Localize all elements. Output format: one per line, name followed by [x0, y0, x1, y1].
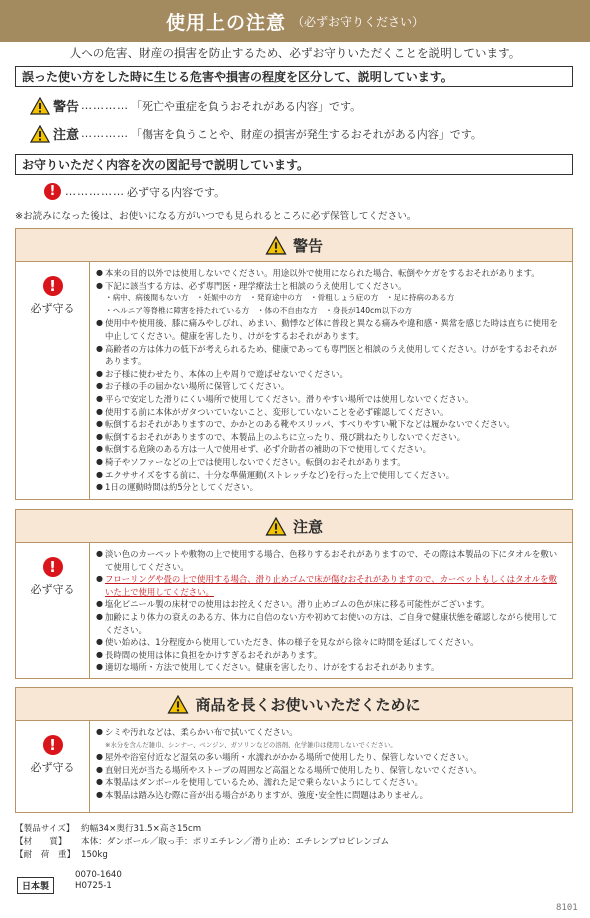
list-item: ● 下記に該当する方は、必ず専門医・理学療法士と相談のうえ使用してください。 — [96, 280, 562, 293]
list-item: ● 適切な場所・方法で使用してください。健康を害したり、けがをするおそれがあります。 — [96, 661, 562, 674]
spec-value: 約幅34×奥行31.5×高さ15cm — [81, 824, 202, 834]
warning-panel-title: 警告 — [292, 236, 323, 255]
warning-panel-header — [16, 229, 572, 262]
red-underlined-text: フローリングや畳の上で使用する場合、滑り止めゴムで床が傷むおそれがありますので、カーペットもしくはタオルを敷いた上で使用してください。 — [105, 574, 557, 597]
product-code: H0725-1 — [75, 881, 112, 891]
list-item: ● 淡い色のカーペットや敷物の上で使用する場合、色移りするおそれがありますので、その際は本製品の下にタオルを敷いて使用してください。 — [96, 548, 562, 573]
must-row — [44, 183, 225, 200]
list-item: ● 椅子やソファーなどの上では使用しないでください。転倒のおそれがあります。 — [96, 456, 562, 469]
list-item: ● 加齢により体力の衰えのある方、体力に自信のない方や初めてお使いの方は、ご自身で健康状態を確認しながら使用してください。 — [96, 611, 562, 636]
must-text: 必ず守る内容です。 — [127, 185, 226, 199]
product-codes — [75, 870, 122, 892]
section1-heading: 誤った使い方をした時に生じる危害や損害の程度を区分して、説明しています。 — [15, 66, 573, 87]
spec-value: 150kg — [81, 850, 108, 860]
must-dots: …………… — [65, 185, 125, 198]
caution-triangle-icon — [265, 517, 287, 536]
list-item: ● お子様に使わせたり、本体の上や周りで遊ばせないでください。 — [96, 368, 562, 381]
caution-panel-title: 注意 — [292, 517, 323, 536]
list-item: ● 高齢者の方は体力の低下が考えられるため、健康であっても専門医と相談のうえ使用してください。けがをするおそれがあります。 — [96, 343, 562, 368]
spec-row — [15, 823, 389, 836]
level-warning-row — [30, 96, 361, 115]
level-caution-dots: ………… — [81, 127, 130, 140]
care-panel-body — [90, 721, 572, 813]
page-title: 使用上の注意 — [165, 11, 286, 34]
level-caution-text: 「傷害を負うことや、財産の損害が発生するおそれがある内容」です。 — [131, 127, 482, 141]
warning-panel — [15, 228, 573, 500]
storage-note: ※お読みになった後は、お使いになる方がいつでも見られるところに必ず保管してください。 — [15, 211, 417, 222]
caution-panel-header — [16, 510, 572, 543]
list-item: ● お子様の手の届かない場所に保管してください。 — [96, 380, 562, 393]
caution-panel — [15, 509, 573, 679]
list-item: ● 使用する前に本体がガタついていないこと、変形していないことを必ず確認してください。 — [96, 406, 562, 419]
warning-triangle-icon — [30, 97, 50, 115]
spec-key: 【耐 荷 重】 — [15, 850, 76, 860]
mandatory-exclamation-icon: ! — [43, 557, 63, 577]
warning-must-label: 必ず守る — [30, 302, 75, 315]
list-subitem: ・病中、病後間もない方 ・妊娠中の方 ・発育途中の方 ・骨粗しょう症の方 ・足に持病のある方 — [105, 293, 455, 303]
level-warning-text: 「死亡や重症を負うおそれがある内容」です。 — [131, 99, 362, 113]
list-item: ● 屋外や浴室付近など湿気の多い場所・水濡れがかかる場所で使用したり、保管しないでください。 — [96, 751, 562, 764]
level-caution-row — [30, 124, 482, 143]
spec-value: 本体：ダンボール／取っ手：ポリエチレン／滑り止め：エチレンプロピレンゴム — [81, 837, 390, 847]
page-subtitle: （必ずお守りください） — [292, 14, 425, 29]
care-must-label: 必ず守る — [30, 761, 75, 774]
warning-panel-body — [90, 262, 572, 500]
list-item: ● 転倒するおそれがありますので、かかとのある靴やスリッパ、すべりやすい靴下などは履かないでください。 — [96, 418, 562, 431]
list-item: ● 本製品はダンボールを使用しているため、濡れた足で乗らないようにしてください。 — [96, 776, 562, 789]
care-panel-title: 商品を長くお使いいただくために — [195, 695, 421, 714]
product-specs — [15, 823, 389, 862]
warning-panel-left — [16, 262, 90, 500]
spec-key: 【材 質】 — [15, 837, 67, 847]
care-panel-left — [16, 721, 90, 813]
caution-panel-body — [90, 543, 572, 679]
caution-triangle-icon — [30, 125, 50, 143]
mandatory-exclamation-icon: ! — [43, 735, 63, 755]
section2-heading: お守りいただく内容を次の図記号で説明しています。 — [15, 154, 573, 175]
intro-text: 人への危害、財産の損害を防止するため、必ずお守りいただくことを説明しています。 — [69, 46, 521, 60]
list-item: ● 使い始めは、1分程度から使用していただき、体の様子を見ながら徐々に時間を延ばしてください。 — [96, 636, 562, 649]
list-item-highlight — [96, 573, 562, 598]
list-item: ● 1日の運動時間は約5分としてください。 — [96, 481, 562, 494]
list-item: ● シミや汚れなどは、柔らかい布で拭いてください。 — [96, 726, 562, 739]
made-in-badge: 日本製 — [17, 877, 54, 894]
spec-key: 【製品サイズ】 — [15, 824, 75, 834]
list-item: ● 転倒するおそれがありますので、本製品上のふちに立ったり、飛び跳ねたりしないでください。 — [96, 431, 562, 444]
list-item: ● エクササイズをする前に、十分な準備運動(ストレッチなど)を行った上で使用してください。 — [96, 469, 562, 482]
list-item: ● 平らで安定した滑りにくい場所で使用してください。滑りやすい場所では使用しないでください。 — [96, 393, 562, 406]
product-code: 0070-1640 — [75, 870, 122, 880]
caution-must-label: 必ず守る — [30, 583, 75, 596]
spec-row — [15, 836, 389, 849]
mandatory-exclamation-icon: ! — [43, 276, 63, 296]
list-item: ● 本製品は踏み込む際に音が出る場合がありますが、強度･安全性に問題はありません。 — [96, 789, 562, 802]
list-item: ● 転倒する危険のある方は一人で使用せず、必ず介助者の補助の下で使用してください。 — [96, 443, 562, 456]
page-code: 8101 — [556, 903, 578, 913]
list-item: ● 直射日光が当たる場所やストーブの周囲など高温となる場所で使用したり、保管しないでください。 — [96, 764, 562, 777]
care-panel-header — [16, 688, 572, 721]
level-caution-label: 注意 — [53, 128, 80, 143]
list-item: ● 長時間の使用は体に負担をかけすぎるおそれがあります。 — [96, 649, 562, 662]
page-header — [0, 0, 590, 42]
care-panel — [15, 687, 573, 813]
list-item: ● 塩化ビニール製の床材での使用はお控えください。滑り止めゴムの色が床に移る可能性がございます。 — [96, 598, 562, 611]
list-note: ※水分を含んだ雑巾、シンナー、ベンジン、ガソリンなどの溶剤、化学雑巾は使用しないでください。 — [105, 740, 397, 749]
list-item: ● 使用中や使用後、膝に痛みやしびれ、めまい、動悸など体に普段と異なる痛みや違和感・異常を感じた時は直ちに使用を中止してください。健康を害したり、けがをするおそれがあります。 — [96, 317, 562, 342]
caution-triangle-icon — [167, 695, 189, 714]
level-warning-label: 警告 — [53, 100, 80, 115]
list-subitem: ・ヘルニア等脊椎に障害を持たれている方 ・体の不自由な方 ・身長が140cm以下の方 — [105, 305, 413, 315]
spec-row — [15, 849, 389, 862]
level-warning-dots: ………… — [81, 99, 130, 112]
warning-triangle-icon — [265, 236, 287, 255]
list-item: ● 本来の目的以外では使用しないでください。用途以外で使用になられた場合、転倒やケガをするおそれがあります。 — [96, 267, 562, 280]
mandatory-exclamation-icon: ! — [44, 183, 61, 200]
caution-panel-left — [16, 543, 90, 679]
